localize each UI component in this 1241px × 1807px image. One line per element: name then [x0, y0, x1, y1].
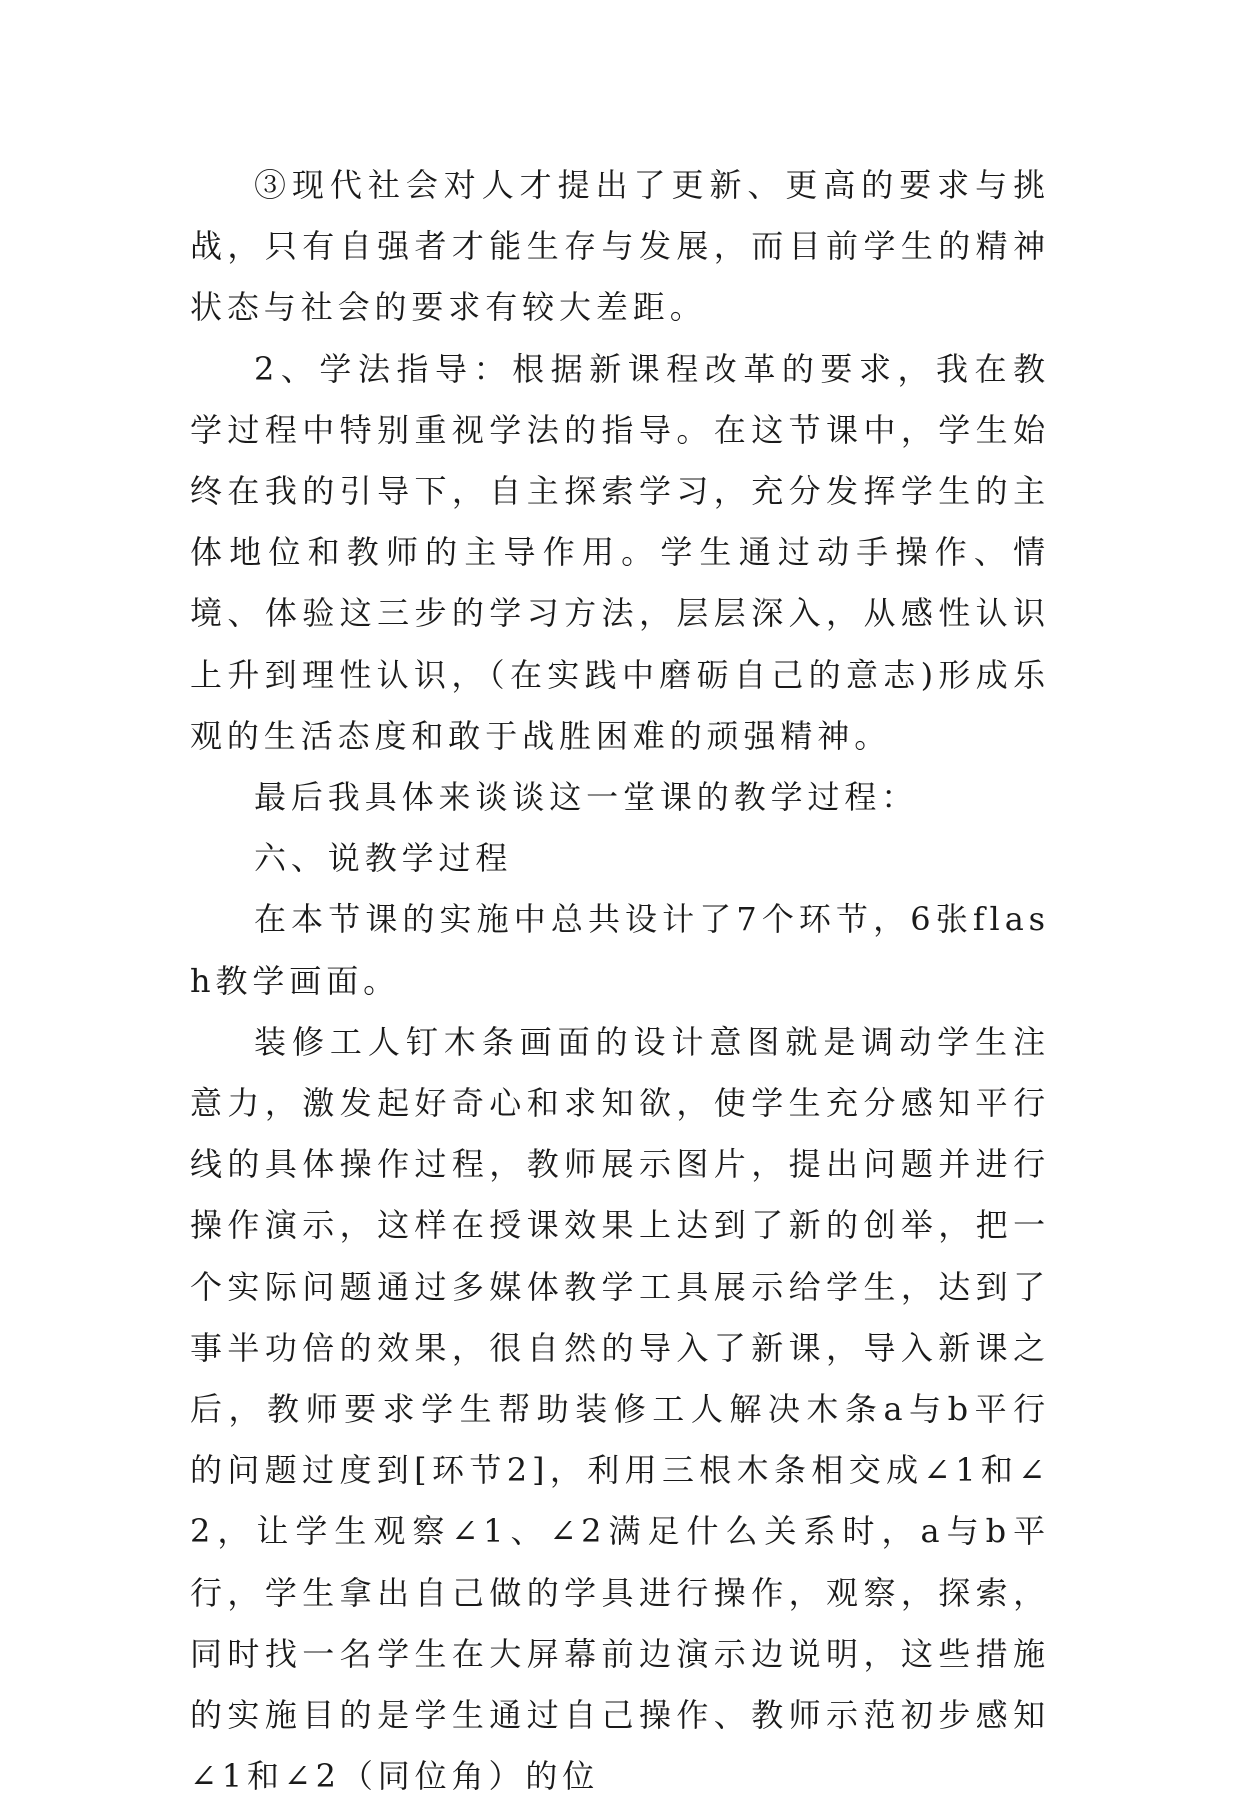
- paragraph-talent-requirements: ③现代社会对人才提出了更新、更高的要求与挑战，只有自强者才能生存与发展，而目前学生的精神状态与社会的要求有较大差距。: [190, 166, 1050, 327]
- paragraph-study-method-guidance: 2、学法指导：根据新课程改革的要求，我在教学过程中特别重视学法的指导。在这节课中，学生始终在我的引导下，自主探索学习，充分发挥学生的主体地位和教师的主导作用。学生通过动手操作、情境、体验这三步的学习方法，层层深入，从感性认识上升到理性认识，（在实践中磨砺自己的意志)形成乐观的生活态度和敢于战胜困难的顽强精神。: [190, 349, 1050, 755]
- paragraph-seven-steps: 在本节课的实施中总共设计了7个环节，6张flash教学画面。: [190, 900, 1050, 1000]
- document-page: [190, 155, 1050, 1807]
- paragraph-process-intro: 最后我具体来谈谈这一堂课的教学过程：: [254, 778, 919, 817]
- paragraph-lesson-design: 装修工人钉木条画面的设计意图就是调动学生注意力，激发起好奇心和求知欲，使学生充分感知平行线的具体操作过程，教师展示图片，提出问题并进行操作演示，这样在授课效果上达到了新的创举，把一个实际问题通过多媒体教学工具展示给学生，达到了事半功倍的效果，很自然的导入了新课，导入新课之后，教师要求学生帮助装修工人解决木条a与b平行的问题过度到[环节2]，利用三根木条相交成∠1和∠2，让学生观察∠1、∠2满足什么关系时，a与b平行，学生拿出自己做的学具进行操作，观察，探索，同时找一名学生在大屏幕前边演示边说明，这些措施的实施目的是学生通过自己操作、教师示范初步感知∠1和∠2（同位角）的位: [190, 1022, 1050, 1796]
- section-heading-teaching-process: 六、说教学过程: [254, 839, 513, 878]
